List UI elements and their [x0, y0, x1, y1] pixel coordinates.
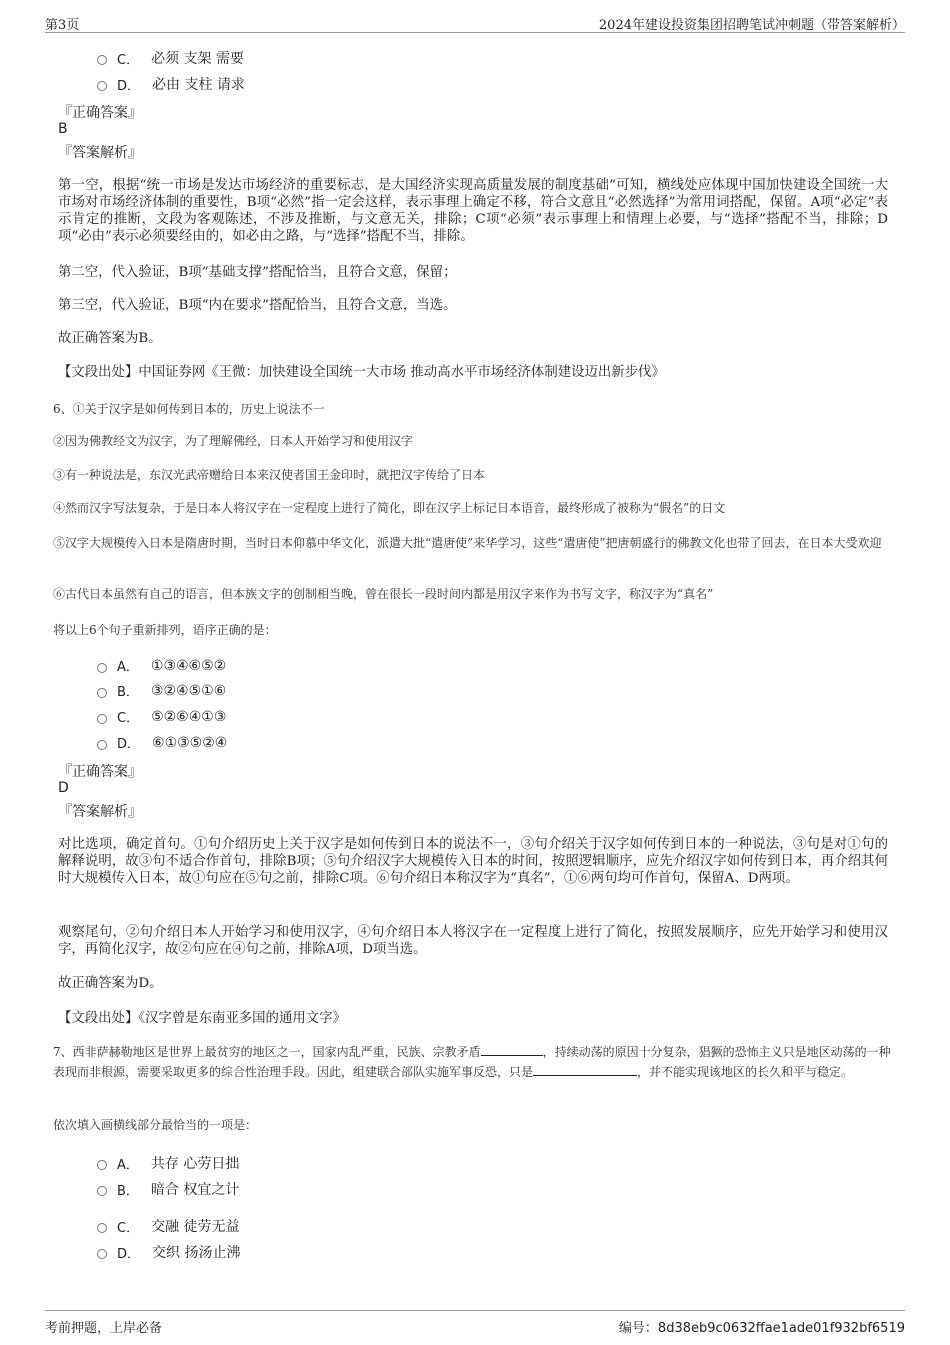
q6-stem-line: ②因为佛教经文为汉字，为了理解佛经，日本人开始学习和使用汉字: [53, 434, 414, 448]
q5-answer: B: [58, 121, 68, 137]
q6-option-c[interactable]: C． ⑤②⑥④①③: [97, 707, 226, 726]
footer-slogan: 考前押题，上岸必备: [45, 1321, 163, 1336]
q7-option-b[interactable]: B． 暗合 权宜之计: [97, 1179, 239, 1199]
q6-stem-line: ④然而汉字写法复杂，于是日本人将汉字在一定程度上进行了简化，即在汉字上标记日本语音，最终形成了被称为“假名”的日文: [53, 501, 726, 515]
q5-conclusion: 故正确答案为B。: [58, 331, 162, 346]
q6-stem-line: ⑤汉字大规模传入日本是隋唐时期，当时日本仰慕中华文化，派遣大批“遣唐使”来华学习，这些“遣唐使”把唐朝盛行的佛教文化也带了回去，在日本大受欢迎: [53, 536, 882, 550]
radio-icon[interactable]: [97, 714, 107, 724]
q6-answer: D: [58, 780, 69, 796]
q6-prompt: 将以上6个句子重新排列，语序正确的是：: [53, 623, 277, 637]
radio-icon[interactable]: [97, 81, 107, 91]
q5-option-d[interactable]: D． 必由 支柱 请求: [97, 74, 245, 94]
page-number: 第3页: [45, 18, 80, 33]
radio-icon[interactable]: [97, 740, 107, 750]
radio-icon[interactable]: [97, 1186, 107, 1196]
fill-blank-1: [481, 1043, 543, 1056]
q6-source: 【文段出处】《汉字曾是东南亚多国的通用文字》: [58, 1011, 346, 1026]
q5-source: 【文段出处】中国证券网《王微：加快建设全国统一大市场 推动高水平市场经济体制建设迈出新步伐》: [58, 365, 665, 380]
q6-analysis-label: 『答案解析』: [58, 804, 142, 820]
q5-option-c[interactable]: C． 必须 支架 需要: [97, 48, 244, 68]
q6-analysis-paragraph: 观察尾句，②句介绍日本人开始学习和使用汉字，④句介绍日本人将汉字在一定程度上进行了简化，按照发展顺序，应先开始学习和使用汉字，再简化汉字，故②句应在④句之前，排除A项，D项当选。: [58, 925, 888, 957]
q7-option-c[interactable]: C． 交融 徒劳无益: [97, 1216, 240, 1236]
q7-option-d[interactable]: D． 交织 扬汤止沸: [97, 1242, 240, 1262]
q6-conclusion: 故正确答案为D。: [58, 976, 163, 991]
radio-icon[interactable]: [97, 1160, 107, 1170]
q6-stem-line: ③有一种说法是，东汉光武帝赠给日本来汉使者国王金印时，就把汉字传给了日本: [53, 468, 486, 482]
q6-option-b[interactable]: B． ③②④⑤①⑥: [97, 681, 226, 700]
page-header: [45, 10, 905, 33]
document-title: 2024年建设投资集团招聘笔试冲刺题（带答案解析）: [598, 18, 905, 33]
q6-stem-line: ⑥古代日本虽然有自己的语言，但本族文字的创制相当晚，曾在很长一段时间内都是用汉字来作为书写文字，称汉字为“真名”: [53, 587, 714, 601]
q6-answer-label: 『正确答案』: [58, 764, 142, 780]
radio-icon[interactable]: [97, 1249, 107, 1259]
q6-stem-line: 6、①关于汉字是如何传到日本的，历史上说法不一: [53, 402, 325, 416]
q6-analysis-paragraph: 对比选项，确定首句。①句介绍历史上关于汉字是如何传到日本的说法不一，③句介绍关于汉字如何传到日本的一种说法，③句是对①句的解释说明，故③句不适合作首句，排除B项；⑤句介绍汉字大规模传入日本的时间，按照逻辑顺序，应先介绍汉字如何传到日本，再介绍其何时大规模传入日本，故①句应在⑤句之前，排除C项。⑥句介绍日本称汉字为“真名”，①⑥两句均可作首句，保留A、D两项。: [58, 837, 888, 886]
q7-prompt: 依次填入画横线部分最恰当的一项是：: [53, 1118, 258, 1132]
radio-icon[interactable]: [97, 55, 107, 65]
document-code: 编号：8d38eb9c0632ffae1ade01f932bf6519: [618, 1321, 905, 1336]
q5-analysis-paragraph: 第三空，代入验证，B项“内在要求”搭配恰当，且符合文意，当选。: [58, 298, 457, 313]
q5-analysis-paragraph: 第二空，代入验证，B项“基础支撑”搭配恰当，且符合文意，保留；: [58, 265, 457, 280]
page-footer: [45, 1310, 905, 1337]
q6-option-a[interactable]: A． ①③④⑥⑤②: [97, 656, 226, 675]
radio-icon[interactable]: [97, 688, 107, 698]
radio-icon[interactable]: [97, 663, 107, 673]
fill-blank-2: [533, 1063, 637, 1076]
q5-analysis-label: 『答案解析』: [58, 145, 142, 161]
q6-option-d[interactable]: D． ⑥①③⑤②④: [97, 733, 227, 752]
q5-answer-label: 『正确答案』: [58, 105, 142, 121]
q7-option-a[interactable]: A． 共存 心劳日拙: [97, 1153, 239, 1173]
q5-analysis-paragraph: 第一空，根据“统一市场是发达市场经济的重要标志，是大国经济实现高质量发展的制度基础”可知，横线处应体现中国加快建设全国统一大市场对市场经济体制的重要性，B项“必然”指一定会这样，表示事理上确定不移，符合文意且“必然选择”为常用词搭配，保留。A项“必定”表示肯定的推断，文段为客观陈述，不涉及推断，与文意无关，排除；C项“必须”表示事理上和情理上必要，与“选择”搭配不当，排除；D项“必由”表示必须要经由的，如必由之路，与“选择”搭配不当，排除。: [58, 178, 888, 244]
q7-stem: 7、西非萨赫勒地区是世界上最贫穷的地区之一，国家内乱严重，民族、宗教矛盾 ，持续动荡的原因十分复杂，猖獗的恐怖主义只是地区动荡的一种表现而非根源，需要采取更多的综合性治理手段。因此，组建联合部队实施军事反恐，只是 ，并不能实现该地区的长久和平与稳定。: [53, 1045, 891, 1079]
radio-icon[interactable]: [97, 1223, 107, 1233]
